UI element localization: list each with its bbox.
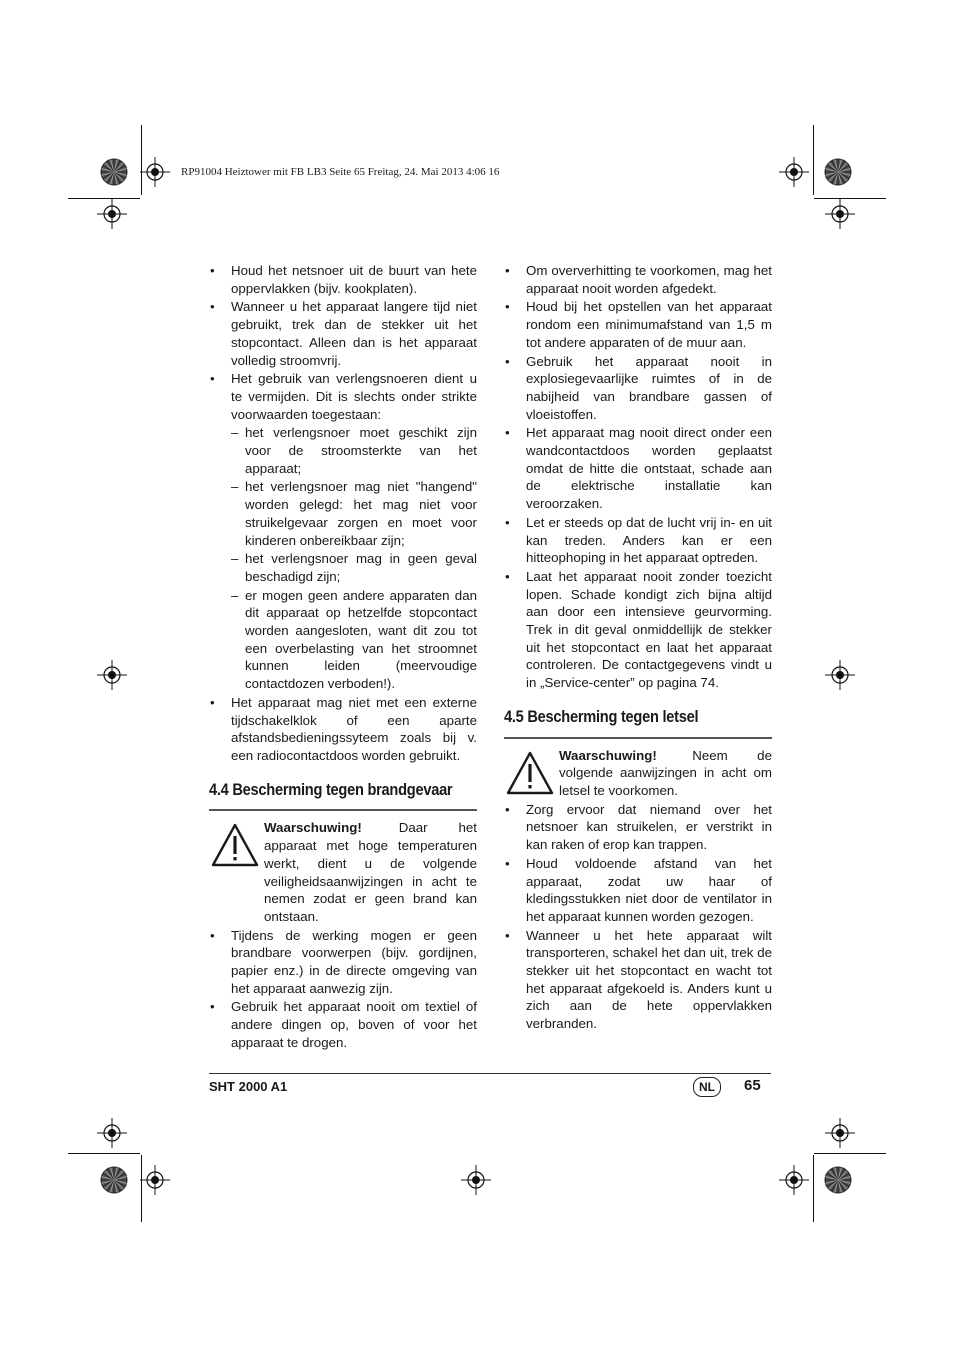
list-item: • Wanneer u het apparaat langere tijd niet gebruikt, trek dan de stekker uit het stopcontact. Alleen dan is het apparaat volledig stroomvrij. [209, 298, 477, 369]
list-item: • Laat het apparaat nooit zonder toezicht lopen. Schade kondigt zich bijna altijd aan door een intensieve geurvorming. Trek in dit geval onmiddellijk de stekker uit het stopcontact en laat het apparaat controleren. De contactgegevens vindt u in „Service-center” op pagina 74. [504, 568, 772, 692]
list-item: • Houd het netsnoer uit de buurt van hete oppervlakken (bijv. kookplaten). [209, 262, 477, 297]
footer-divider [209, 1073, 771, 1074]
registration-crosshair-icon [97, 199, 127, 229]
registration-crosshair-icon [825, 199, 855, 229]
footer-model: SHT 2000 A1 [209, 1079, 288, 1094]
crop-mark [68, 1153, 140, 1154]
registration-crosshair-icon [97, 1118, 127, 1148]
sub-list-item: – er mogen geen andere apparaten dan dit apparaat op hetzelfde stopcontact worden aangesloten, want dit zou tot een overbelasting van het stroomnet kunnen leiden (meervoudige contactdozen verboden!). [209, 587, 477, 693]
list-item: • Gebruik het apparaat nooit in explosiegevaarlijke ruimtes of in de nabijheid van brandbare gassen of vloeistoffen. [504, 353, 772, 424]
section-title-fire: 4.4 Bescherming tegen brandgevaar [209, 779, 453, 799]
sub-list-item: – het verlengsnoer mag niet "hangend" worden gelegd: het mag niet voor struikelgevaar zorgen en moet voor kinderen onbereikbaar zijn; [209, 478, 477, 549]
list-item: • Om oververhitting te voorkomen, mag het apparaat nooit worden afgedekt. [504, 262, 772, 297]
section-title-injury: 4.5 Bescherming tegen letsel [504, 706, 699, 726]
warning-block [209, 819, 477, 925]
sub-list-item: – het verlengsnoer moet geschikt zijn voor de stroomsterkte van het apparaat; [209, 424, 477, 477]
crop-mark [813, 125, 814, 195]
registration-crosshair-icon [779, 157, 809, 187]
list-item: • Tijdens de werking mogen er geen brandbare voorwerpen (bijv. gordijnen, papier enz.) in de directe omgeving van het apparaat aanwezig zijn. [209, 927, 477, 998]
section-divider [504, 737, 772, 739]
warning-label: Waarschuwing! [264, 820, 362, 836]
registration-crosshair-icon [825, 1118, 855, 1148]
warning-triangle-icon [211, 823, 259, 867]
list-item: • Het gebruik van verlengsnoeren dient u te vermijden. Dit is slechts onder strikte voorwaarden toegestaan: [209, 370, 477, 423]
language-badge: NL [693, 1077, 721, 1097]
left-column [209, 262, 477, 1053]
crop-mark [813, 1155, 814, 1222]
warning-text: Neem de volgende aanwijzingen in acht om letsel te voorkomen. [559, 747, 772, 798]
warning-label: Waarschuwing! [559, 747, 657, 763]
print-slug: RP91004 Heiztower mit FB LB3 Seite 65 Freitag, 24. Mai 2013 4:06 16 [181, 166, 500, 178]
crop-mark [814, 1153, 886, 1154]
right-column [504, 262, 772, 1034]
list-item: • Wanneer u het hete apparaat wilt transporteren, schakel het dan uit, trek de stekker uit het stopcontact en wacht tot het apparaat afgekoeld is. Anders kunt u zich aan de hete oppervlakken verbranden. [504, 927, 772, 1033]
registration-crosshair-icon [140, 157, 170, 187]
color-calibration-wheel-icon [824, 158, 852, 186]
color-calibration-wheel-icon [100, 158, 128, 186]
registration-crosshair-icon [779, 1165, 809, 1195]
list-item: • Het apparaat mag nooit direct onder een wandcontactdoos worden geplaatst omdat de hitte die ontstaat, schade aan de elektrische installatie kan veroorzaken. [504, 424, 772, 513]
registration-crosshair-icon [97, 660, 127, 690]
list-item: • Gebruik het apparaat nooit om textiel of andere dingen op, boven of voor het apparaat te drogen. [209, 998, 477, 1051]
warning-block [504, 747, 772, 800]
section-divider [209, 809, 477, 811]
registration-crosshair-icon [140, 1165, 170, 1195]
registration-crosshair-icon [825, 660, 855, 690]
color-calibration-wheel-icon [824, 1166, 852, 1194]
warning-text: Daar het apparaat met hoge temperaturen werkt, dient u de volgende veiligheidsaanwijzingen in acht te nemen zodat er geen brand kan ontstaan. [264, 820, 477, 924]
warning-triangle-icon [506, 751, 554, 795]
registration-crosshair-icon [461, 1165, 491, 1195]
list-item: • Zorg ervoor dat niemand over het netsnoer kan struikelen, er verstrikt in kan raken of erop kan trappen. [504, 801, 772, 854]
list-item: • Houd bij het opstellen van het apparaat rondom een minimumafstand van 1,5 m tot andere apparaten of de muur aan. [504, 298, 772, 351]
list-item: • Let er steeds op dat de lucht vrij in- en uit kan treden. Anders kan er een hitteophoping in het apparaat optreden. [504, 514, 772, 567]
color-calibration-wheel-icon [100, 1166, 128, 1194]
list-item: • Houd voldoende afstand van het apparaat, zodat uw haar of kledingsstukken niet door de ventilator in het apparaat kunnen worden gezogen. [504, 855, 772, 926]
page-number: 65 [744, 1077, 761, 1094]
list-item: • Het apparaat mag niet met een externe tijdschakelklok of een aparte afstandsbedieningssyteem zoals bij v. een radiocontactdoos worden gebruikt. [209, 694, 477, 765]
sub-list-item: – het verlengsnoer mag in geen geval beschadigd zijn; [209, 550, 477, 585]
